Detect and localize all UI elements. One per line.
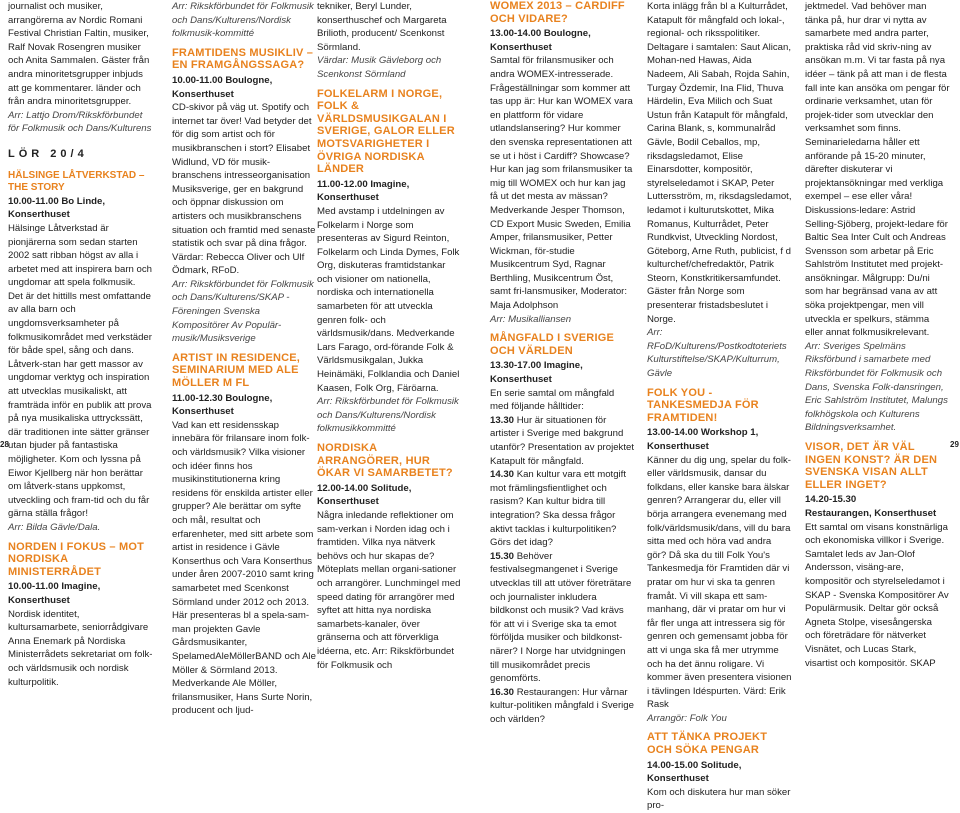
column-2 [172,0,317,718]
intro-text: journalist och musiker, arrangörerna av Nordic Romani Festival Christian Faltin, musiker, Ralf Novak Rosengren musiker och Anita Sammalen. Gäster från andra minoritetsgrupper inbjuds att ge kommentarer. länder och från andra minoritetsgrupper. [8,1,150,108]
session-text: Ett samtal om visans konstnärliga och ekonomiska villkor i Sverige. Samtalet leds av Jan-Olof Andersson, visäng-are, kompositör och styrelseledamot i SKAP - Svenska Kompositörer Av Populärmusik. Deltar gör också Agneta Stolpe, visesångerska och företrädare för nätverket Visnätet, och Lucas Stark, visartist och kompositör. SKAP [805,521,949,669]
section-heading: FRAMTIDENS MUSIKLIV – EN FRAMGÅNGSSAGA? [172,46,314,72]
schedule-time: 14.30 [490,469,515,481]
session-time: 13.00-14.00 Workshop 1, Konserthuset [647,427,759,452]
schedule-item [490,550,635,686]
section-heading: ATT TÄNKA PROJEKT OCH SÖKA PENGAR [647,731,768,757]
schedule-text: Hur är situationen för artister i Sverige med bakgrund utanför? Presentation av projektet Katapult för mångfald. [490,414,634,467]
section-heading: NORDISKA ARRANGÖRER, HUR ÖKAR VI SAMARBETET? [317,442,453,480]
section-heading: MÅNGFALD I SVERIGE OCH VÄRLDEN [490,332,614,357]
session-time: 13.30-17.00 Imagine, Konserthuset [490,360,583,386]
arranger-note: Arrangör: Folk You [647,712,727,724]
arranger-note: Arr: Lattjo Drom/Rikskförbundet för Folkmusik och Dans/Kulturens [8,109,152,135]
arranger-note: Arr: Sveriges Spelmäns Riksförbund i samarbete med Riksförbundet för Folkmusik och Dans, Svenska Folk-dansringen, Eric Sahlström Institutet, Malungs folkhögskola och Kulturens Bildningsverksamhet. [805,340,948,434]
schedule-time: 16.30 [490,686,515,698]
session-text: Känner du dig ung, spelar du folk- eller världsmusik, dansar du folkdans, eller kanske bara älskar genren? Arrangerar du, eller vill börja arrangera evenemang med folk/världsmusik/dans, vill du bara sitta med och höra vad andra gör? Då ska du till Folk You's Tankesmedja för Framtiden där vi pratar om hur vi ska ta genren framåt. Vi vill skapa ett sam-manhang, där vi pratar om hur vi får fler unga att intressera sig för genren och gemensamt jobba för att vi unga ska få mer utrymme och ha det ännu roligare. Vi kommer även presentera visionen i tävlingen Idéspurten. Värd: Erik Rask [647,454,792,711]
section-heading: ARTIST IN RESIDENCE, SEMINARIUM MED ALE MÖLLER M FL [172,351,301,390]
host-note: Värdar: Musik Gävleborg och Scenkonst Sörmland [317,55,442,80]
schedule-text: Kan kultur vara ett motgift mot främlingsfientlighet och rasism? Kan kultur bidra till integration? Ska dessa frågor aktivt tacklas i kulturpolitiken? Görs det idag? [490,469,626,549]
day-heading: LÖR 20/4 [8,147,88,160]
column-6 [805,0,950,670]
session-text: Korta inlägg från bl a Kulturrådet, Katapult för mångfald och lokal-, regional- och riksspolitiker. Deltagare i samtalen: Saut Alican, Mohan-ned Hawas, Aida Nadeem, Ali Sabah, Rojda Sahin, Turgay Özdemir, Ina Flid, Thuva Härdelin, Eva Milich och Suat Ustun från Katapult för mångfald, Carina Blank, s, kommunalråd Gävle, Bodil Ceballos, mp, riksdagsledamot, Elise Einarsdotter, kompositör, styrelseledamot i SKAP, Peter Luttersström, m, riksdagsledamot, ledamot i kulturutskottet, Mika Romanus, Kulturrådet, Peter Rundkvist, Utveckling Nordost, Göteborg, Arne Ruth, publicist, f d kulturchef/chefredaktör, Patrik Steorn, Konstkritikersamfundet. Gäster från Norge som presenterar fristadsbeslutet i Norge. [647,1,792,325]
schedule-time: 15.30 [490,550,515,562]
arranger-note: Arr: RFoD/Kulturens/Postkodtoteriets Kulturstiftelse/SKAP/Kulturrum, Gävle [647,327,787,380]
arranger-note: Arr: Rikskförbundet för Folkmusik och Dans/Kulturens/SKAP - Föreningen Svenska Kompositörer Av Populär-musik/Musiksverige [172,278,314,345]
session-text: Nordisk identitet, kultursamarbete, seniorrådgivare Anna Enemark på Nordiska Ministerrådets sekretariat om folk- och världsmusik och nordisk kulturpolitik. [8,608,153,688]
section-heading: FOLKELARM I NORGE, FOLK & VÄRLDSMUSIKGALAN I SVERIGE, GALOR ELLER MOTSVARIGHETER I ÖVRIGA NORDISKA LÄNDER [317,87,455,176]
session-time: 14.00-15.00 Solitude, Konserthuset [647,759,742,785]
session-time: 14.20-15.30 [805,494,857,506]
column-3 [317,0,462,672]
session-text: Vad kan ett residensskap innebära för frilansare inom folk- och världsmusik? Vilka visioner och idéer finns hos musikinstitutionerna kring residens för enskilda artister eller grupper? Ale berättar om syfte och mål, resultat och erfarenheter, med sitt arbete som artist in residence i Gävle Konserthus och Vara Konserthus under åren 2007-2010 samt kring samarbetet med Scenkonst Sörmland under 2012 och 2013. Här presenteras bl a spela-sam-man projekten Gavle Gårdsmusikanter, SpelamedAleMöllerBAND och Ale Möller & Sörmland 2013. Medverkande Ale Möller, frilansmusiker, Hans Surte Norin, producent och ljud- [172,419,316,717]
arranger-note: Arr: Rikskförbundet för Folkmusik och Dans/Kulturens/Nordisk folkmusikkommitté [317,396,459,435]
section-heading: HÄLSINGE LÅTVERKSTAD – THE STORY [8,169,145,194]
schedule-text: Restaurangen: Hur vårnar kultur-politiken mångfald i Sverige och världen? [490,686,634,725]
session-time: 10.00-11.00 Boulogne, Konserthuset [172,74,273,100]
session-place: Restaurangen, Konserthuset [805,507,937,519]
column-1 [8,0,153,689]
section-heading: FOLK YOU - TANKESMEDJA FÖR FRAMTIDEN! [647,386,759,424]
session-text: Några inledande reflektioner om sam-verkan i Norden idag och i framtiden. Vilka nya nätverk behövs och hur skapas de? Möteplats mellan organi-sationer och arrangörer. Lunchmingel med speed dating för arrangörer med syftet att hitta nya nordiska samarbets-kanaler, över gränserna och att förverkliga idéerna, etc. Arr: Rikskförbundet för Folkmusik och [317,509,461,671]
session-time: 13.00-14.00 Boulogne, Konserthuset [490,28,591,53]
section-heading: WOMEX 2013 – CARDIFF OCH VIDARE? [490,0,625,25]
schedule-text: Behöver festivalsegmangenet i Sverige utvecklas till att utöver företrätare och journalister inkludera bildkonst och musik? Vad krävs för att vi i Sverige ska ta emot förföljda musiker och bildkonst-närer? I Norge har utvidgningen till musikområdet precis genomförts. [490,550,632,685]
schedule-item [490,686,635,727]
session-time: 11.00-12.30 Boulogne, Konserthuset [172,392,273,418]
arranger-note: Arr: Musikalliansen [490,313,572,325]
schedule-item [490,414,635,468]
session-text: tekniker, Beryl Lunder, konserthuschef och Margareta Brilioth, producent/ Scenkonst Sörmland. [317,1,447,53]
session-time: 12.00-14.00 Solitude, Konserthuset [317,482,412,508]
session-time: 10.00-11.00 Bo Linde, Konserthuset [8,195,106,221]
schedule-time: 13.30 [490,414,515,426]
section-heading: NORDEN I FOKUS – MOT NORDISKA MINISTERRÅDET [8,540,145,578]
session-text: En serie samtal om mångfald med följande hålltider: [490,387,615,413]
session-time: 11.00-12.00 Imagine, Konserthuset [317,178,410,204]
arranger-note: Arr: Rikskförbundet för Folkmusik och Dans/Kulturens/Nordisk folkmusik-kommitté [172,1,314,40]
column-5 [647,0,792,813]
section-heading: VISOR, DET ÄR VÄL INGEN KONST? ÄR DEN SVENSKA VISAN ALLT ELLER INGET? [805,441,938,491]
column-4 [490,0,635,726]
page-number-right: 29 [950,440,959,449]
session-text: CD-skivor på väg ut. Spotify och internet tar över! Vad betyder det för dig som artist och för musikbranschen i stort? Elisabet Widlund, VD för musik-branschens intresseorganisation Musiksverige, ger en bakgrund och öppnar diskussion om artisters och musikbranschens situation och framtid med senaste statistik och svar på dina frågor. Värdar: Rebecca Oliver och Ulf Ödmark, RFoD. [172,102,316,277]
session-text: Hälsinge Låtverkstad är pionjärerna som sedan starten 2002 satt ribban högst av alla i arbetet med att inspirera barn och ungdomar att spela folkmusik. Det är det hittills mest omfattande av alla barn och ungdomsverksamheter på folkmusikområdet med verkstäder för både spel, sång och dans. Låtverk-stan har gett massor av ungdomar verktyg och inspiration att utvecklas musikaliskt, att framträda inför en publik att prova på nya musikaliska uttryckssätt, där traditionen inte sätter gränser utan bjuder på fantastiska möjligheter. Kom och lyssna på Eiwor Kjellberg när hon berättar om låtverk-stans uppkomst, utveckling och fram-tid och du får gärna ställa frågor! [8,222,152,520]
schedule-item [490,468,635,550]
session-text: jektmedel. Vad behöver man tänka på, hur drar vi nytta av samarbete med andra parter, praktiska råd vid skriv-ning av ansökan m.m. Vi tar fasta på nya idéer – tänk på att man i de flesta fall inte kan ansöka om pengar för ordinarie verksamhet, utan för projek-tider som utvecklar den verksamhet som finns. Seminarieledarna håller ett anförande på 15-20 minuter, därefter diskuterar vi projektansökningar med verkliga exempel – ese eller våra! Diskussions-ledare: Astrid Selling-Sjöberg, projekt-ledare för Baltic Sea Inter Cult och Andreas Svensson som arbetar på Eric Sahlström Institutet med projekt-ansökningar. Målgrupp: Du/ni som har begränsad vana av att söka projektpengar, men vill utveckla er spelkurs, stämma eller annat folkmusikrelevant. [805,1,950,339]
session-text: Samtal för frilansmusiker och andra WOMEX-intresserade. Frågeställningar som kommer att tas upp är: Hur kan WOMEX vara en plattform för vidare utlandslansering? Hur kommer den svenska representationen att se ut i höst i Cardiff? Showcase? Hur kan jag som frilansmusiker ta mig till WOMEX och hur kan jag få ut det mesta av mässan? Medverkande Jesper Thomson, CD Export Music Sweden, Emilia Amper, frilansmusiker, Petter Wickman, för-studie Musikcentrum Syd, Ragnar Berthling, Musikcentrum Öst, samt fri-lansmusiker, Moderator: Maja Adolphson [490,55,633,312]
session-time: 10.00-11.00 Imagine, Konserthuset [8,581,101,606]
page-number-left: 28 [0,440,9,449]
session-text: Kom och diskutera hur man söker pro- [647,786,791,812]
arranger-note: Arr: Bilda Gävle/Dala. [8,521,101,533]
session-text: Med avstamp i utdelningen av Folkelarm i Norge som presenteras av Sigurd Reinton, Folkelarm och Linda Dymes, Folk Org, diskuteras framtidstankar och visioner om nationella, nordiska och internationella samarbeten för att utveckla genren folk- och världsmusik/dans. Medverkande Lars Farago, ord-förande Folk & Världsmusikgalan, Jukka Heinämäki, Folklandia och Daniel Kaasen, Folk Org, Färöarna. [317,205,460,394]
